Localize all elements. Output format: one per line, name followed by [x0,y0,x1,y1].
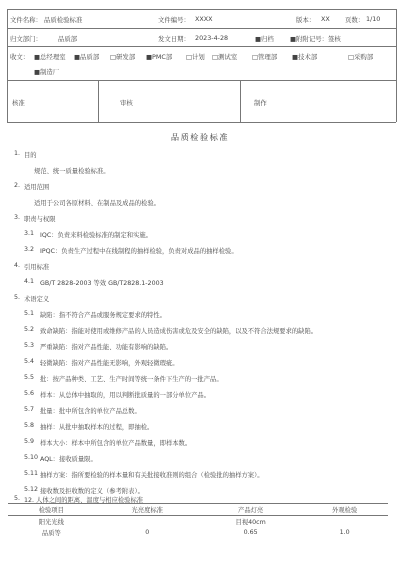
section-number: 5.10 [24,454,39,461]
section-text: 适用于公司各原材料、在制品及成品的检验。 [34,200,160,207]
section-text: IPQC：负责生产过程中在线制程的抽样检验，负责对成品的抽样检验。 [40,248,238,255]
section-text: GB/T 2828-2003 等效 GB/T2828.1-2003 [40,280,164,287]
section-text: 抽样方案：指所要检验的样本量和有关批接收准则的组合（检验批的抽样方案）。 [40,472,264,479]
attachment-checkbox: ■附附记号：签核 [290,35,341,43]
section-number: 4. [14,262,21,269]
table-row [8,527,388,538]
section-number: 5.11 [24,470,39,477]
dist-item: ■PMC部 [146,53,173,61]
section-number: 5.12 [24,486,39,493]
table-header-cell: 外观检验 [301,504,388,516]
section-number: 5. [14,495,21,502]
section-text: AQL：接收质量限。 [40,456,97,463]
section-text: 职责与权限 [24,216,56,223]
approve-label: 核准 [12,99,25,107]
header-col-divider [98,80,99,122]
dist-item: ■总经理室 [34,53,66,61]
dist-item: □采购部 [348,53,374,61]
section-text: 目的 [24,152,37,159]
dist-item: □测试室 [212,53,238,61]
section-number: 5.2 [24,326,35,333]
section-number: 1. [14,150,21,157]
doc-no: XXXX [195,15,213,23]
section-number: 5.8 [24,422,35,429]
section-number: 4.1 [24,278,35,285]
section-text: IQC：负责来料检验标准的制定和实施。 [40,232,152,239]
section-number: 5.5 [24,374,35,381]
header-border-bottom [7,122,396,123]
section-number: 3. [14,214,21,221]
page-label: 页数： [345,16,365,24]
dist-item: □计划 [186,53,205,61]
section-text: 致命缺陷：指能对使用或维修产品的人员造成伤害或危及安全的缺陷，以及不符合法规要求的缺陷。 [40,328,318,335]
section-number: 5.4 [24,358,35,365]
section-text: 接收数及拒收数的定义（参考附表）。 [40,488,144,495]
table-row [8,516,388,528]
section-text: 抽样：从批中抽取样本的过程，即抽检。 [40,424,154,431]
section-text: 样本大小：样本中所包含的单位产品数量，即样本数。 [40,440,192,447]
table-cell: 目视40cm [235,519,266,526]
section-text: 12. 人体之间的距离、温度与相应检验标准 [24,497,144,504]
section-text: 轻微缺陷：指对产品性能无影响，外观轻微瑕疵。 [40,360,179,367]
dept: 品质部 [58,35,78,43]
section-number: 5.3 [24,342,35,349]
doc-no-label: 文件编号： [158,16,190,24]
section-number: 5.9 [24,438,35,445]
table-cell [95,516,200,528]
make-label: 制作 [254,99,267,107]
section-number: 5.7 [24,406,35,413]
doc-name-label: 文件名称： [10,16,42,24]
header-border-top [7,9,396,10]
section-number: 2. [14,182,21,189]
version-label: 版本： [296,16,316,24]
section-text: 适用范围 [24,184,50,191]
table-cell: 1.0 [339,529,350,536]
table-header-row [8,504,388,516]
header-border-right [396,9,397,122]
document-title: 品质检验标准 [170,132,230,142]
table-cell: 0 [145,529,150,536]
section-text: 批量：批中所包含的单位产品总数。 [40,408,141,415]
section-text: 引用标准 [24,264,50,271]
section-text: 规范、统一质量检验标准。 [34,168,110,175]
section-text: 术语定义 [24,296,50,303]
section-text: 缺陷：指不符合产品或服务规定要求的特性。 [40,312,166,319]
recheck-checkbox: ■归档 [255,35,274,43]
section-text: 样本：从总体中抽取的，用以判断批质量的一部分单位产品。 [40,392,211,399]
section-number: 5.6 [24,390,35,397]
dist-label: 收文： [10,53,30,61]
table-header-cell: 检验项目 [8,504,95,516]
dist-item: ■制造厂 [34,68,60,76]
table-header-cell: 光亮度标准 [95,504,200,516]
table-cell [301,516,388,528]
section-number: 5.1 [24,310,35,317]
doc-name: 品质检验标准 [44,16,83,24]
section-text: 严重缺陷：指对产品性能、功能有影响的缺陷。 [40,344,173,351]
dist-item: □管理部 [252,53,278,61]
section-number: 3.1 [24,230,35,237]
header-divider [7,46,396,47]
header-border-left [7,9,8,122]
section-number: 3.2 [24,246,35,253]
version: XX [321,15,330,23]
table-cell: 阳光光线 [38,519,64,526]
header-divider [7,28,396,29]
review-label: 审核 [120,99,133,107]
dist-item: ■品质部 [74,53,100,61]
section-number: 5. [14,294,21,301]
date: 2023-4-28 [195,34,229,42]
header-divider [7,80,396,81]
header-col-divider [240,80,241,122]
dist-item: ■技术部 [292,53,318,61]
table-cell: 品质等 [41,530,61,537]
inspection-table [8,503,388,538]
dist-item: □研发部 [110,53,136,61]
dept-label: 归文部门： [10,35,42,43]
section-text: 批：按产品种类、工艺、生产时间等统一条件下生产的一批产品。 [40,376,223,383]
page-number: 1/10 [366,15,381,23]
table-cell: 0.65 [243,529,258,536]
table-header-cell: 产品灯亮 [200,504,301,516]
date-label: 发文日期： [158,35,190,43]
